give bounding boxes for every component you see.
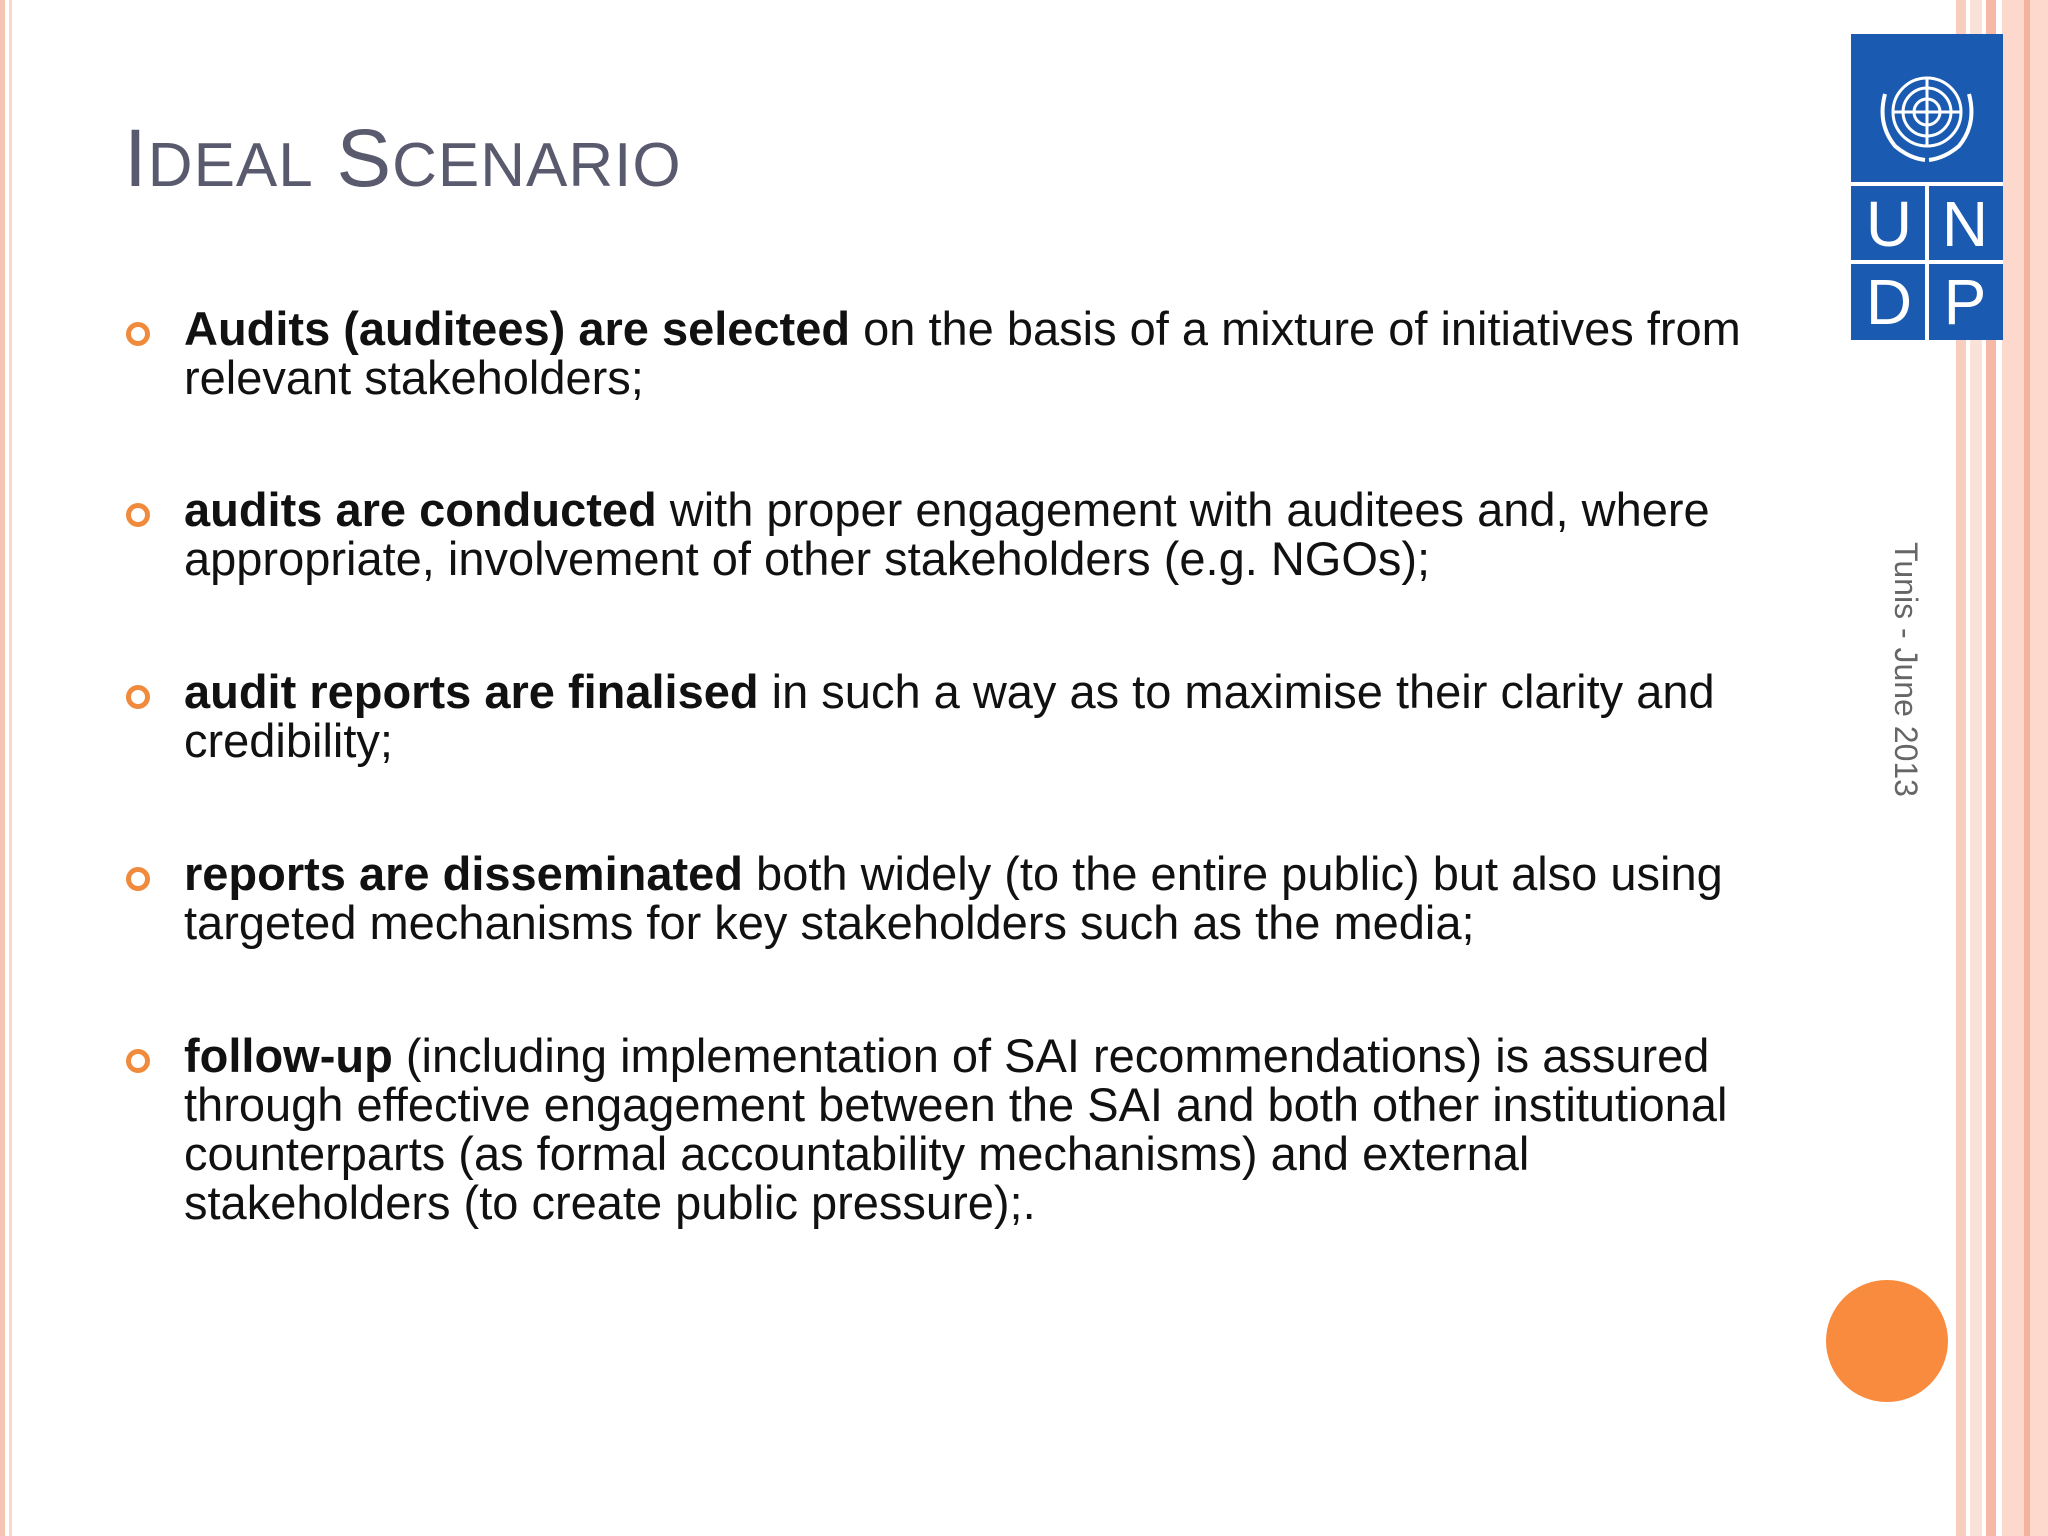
bullet-item [124,849,1784,947]
bullet-rest: with proper engagement with auditees and, where appropriate, involvement of other stakeholders (e.g. NGOs); [184,483,1710,585]
title-rest: DEAL [147,131,314,200]
bullet-item [124,485,1784,583]
left-border-stripe [0,0,5,1536]
bullet-item [124,1031,1784,1227]
bullet-item [124,667,1784,765]
left-border-stripe [9,0,12,1536]
logo-letter: N [1941,188,1989,260]
bullet-bold: audits are conducted [184,483,657,536]
bullet-text [184,667,1784,765]
decorative-orange-circle [1826,1280,1948,1402]
undp-logo [1851,34,2003,340]
bullet-text [184,304,1784,402]
bullet-bold: reports are disseminated [184,847,743,900]
bullet-circle-icon [126,867,150,891]
bullet-item [124,304,1784,402]
bullet-text [184,1031,1784,1227]
bullet-list [124,304,1784,1227]
title-initial: I [124,113,148,204]
bullet-rest: in such a way as to maximise their clarity and credibility; [184,665,1715,767]
bullet-rest: on the basis of a mixture of initiatives from relevant stakeholders; [184,302,1741,404]
bullet-bold: Audits (auditees) are selected [184,302,851,355]
title-initial: S [336,113,393,204]
title-rest: CENARIO [392,131,682,200]
bullet-rest: (including implementation of SAI recommendations) is assured through effective engagement between the SAI and both other institutional counterparts (as formal accountability mechanisms) and external stakeholders (to create public pressure);. [184,1029,1728,1229]
bullet-circle-icon [126,1049,150,1073]
bullet-text [184,485,1784,583]
bullet-bold: audit reports are finalised [184,665,759,718]
bullet-circle-icon [126,685,150,709]
slide-title [124,113,682,204]
right-border-stripe [2024,0,2030,1536]
bullet-rest: both widely (to the entire public) but also using targeted mechanisms for key stakeholders such as the media; [184,847,1723,949]
bullet-text [184,849,1784,947]
side-date-label: Tunis - June 2013 [1888,542,1924,797]
logo-letter: U [1865,188,1913,260]
bullet-circle-icon [126,503,150,527]
logo-letter: P [1943,266,1987,338]
bullet-bold: follow-up [184,1029,393,1082]
logo-letter: D [1865,266,1913,338]
un-emblem-icon [1851,34,2003,340]
bullet-circle-icon [126,322,150,346]
